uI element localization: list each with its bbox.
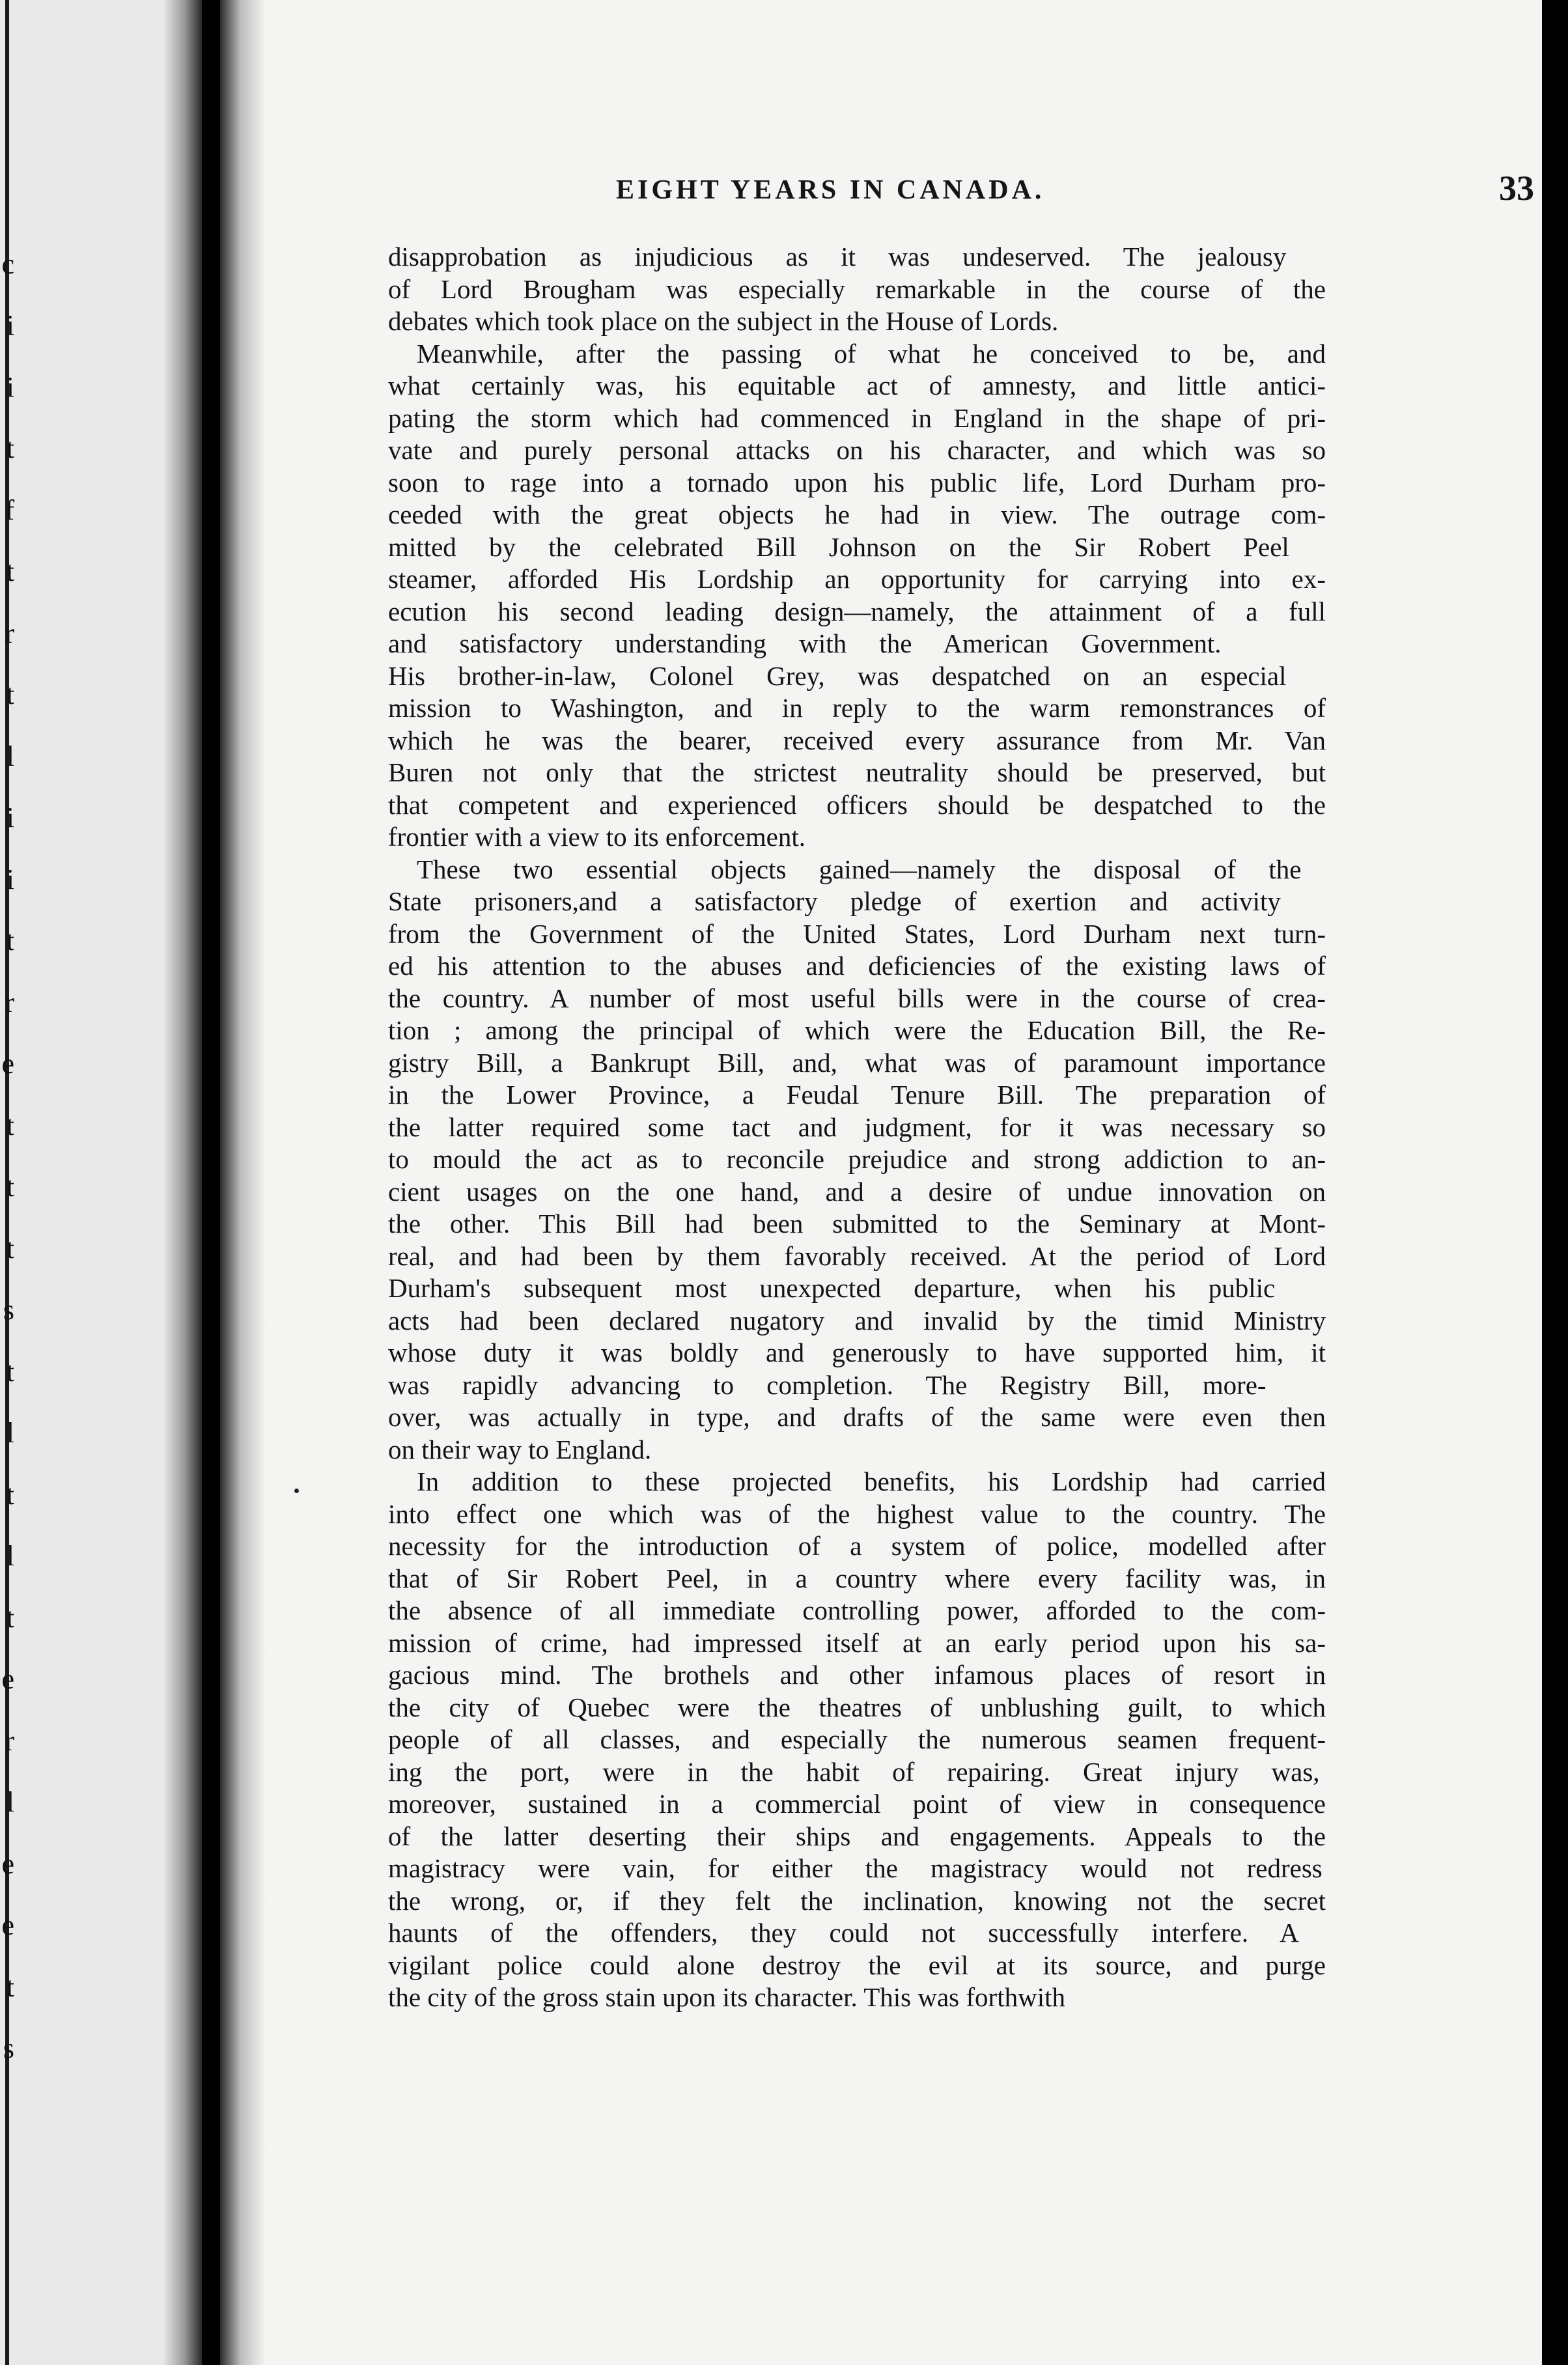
- text-line: to mould the act as to reconcile prejudice and strong addiction to an-: [388, 1144, 1326, 1174]
- body-text: [388, 241, 1326, 2014]
- text-line: the country. A number of most useful bills were in the course of crea-: [388, 983, 1326, 1013]
- text-line: gistry Bill, a Bankrupt Bill, and, what was of paramount importance: [388, 1047, 1326, 1078]
- gutter-shadow: [220, 0, 266, 2365]
- text-line: debates which took place on the subject in the House of Lords.: [388, 306, 1059, 336]
- margin-fragment: t: [6, 679, 14, 711]
- text-line: His brother-in-law, Colonel Grey, was despatched on an especial: [388, 660, 1287, 691]
- margin-fragment: e: [1, 1847, 14, 1880]
- margin-fragment: i: [6, 371, 14, 403]
- text-line: on their way to England.: [388, 1434, 652, 1464]
- page-number: 33: [1499, 169, 1534, 208]
- text-line: the absence of all immediate controlling power, afforded to the com-: [388, 1595, 1326, 1625]
- text-line: ed his attention to the abuses and deficiencies of the existing laws of: [388, 951, 1326, 981]
- text-line: people of all classes, and especially the numerous seamen frequent-: [388, 1724, 1326, 1754]
- margin-fragment: i: [6, 802, 14, 834]
- text-line: from the Government of the United States, Lord Durham next turn-: [388, 918, 1326, 949]
- margin-fragment: s: [3, 2032, 14, 2064]
- margin-fragment: t: [6, 1171, 14, 1203]
- margin-fragment: r: [5, 617, 14, 649]
- margin-fragment: e: [1, 1663, 14, 1696]
- text-line: gacious mind. The brothels and other infamous places of resort in: [388, 1660, 1326, 1690]
- text-line: Durham's subsequent most unexpected departure, when his public: [388, 1273, 1276, 1303]
- margin-fragment: r: [5, 986, 14, 1018]
- text-line: acts had been declared nugatory and invalid by the timid Ministry: [388, 1305, 1326, 1336]
- text-line: In addition to these projected benefits, his Lordship had carried: [417, 1466, 1326, 1496]
- margin-fragment: s: [3, 1294, 14, 1326]
- margin-fragment: i: [6, 309, 14, 342]
- text-line: over, was actually in type, and drafts of the same were even then: [388, 1402, 1326, 1432]
- margin-fragment: t: [6, 1109, 14, 1141]
- margin-fragment: l: [6, 1417, 14, 1449]
- right-page-edge: [1542, 0, 1568, 2365]
- text-line: ecution his second leading design—namely, the attainment of a full: [388, 596, 1326, 626]
- text-line: the city of the gross stain upon its character. This was forthwith: [388, 1982, 1065, 2012]
- margin-fragment: e: [1, 1909, 14, 1942]
- text-line: that of Sir Robert Peel, in a country where every facility was, in: [388, 1563, 1326, 1593]
- margin-fragment: t: [6, 1478, 14, 1511]
- text-line: into effect one which was of the highest value to the country. The: [388, 1498, 1326, 1529]
- text-line: vate and purely personal attacks on his character, and which was so: [388, 435, 1326, 465]
- margin-fragment: f: [5, 494, 14, 526]
- text-line: the city of Quebec were the theatres of unblushing guilt, to which: [388, 1692, 1326, 1722]
- margin-fragment: t: [6, 925, 14, 957]
- text-line: moreover, sustained in a commercial point of view in consequence: [388, 1789, 1326, 1819]
- text-line: in the Lower Province, a Feudal Tenure Bill. The preparation of: [388, 1080, 1326, 1110]
- text-line: mission of crime, had impressed itself at an early period upon his sa-: [388, 1627, 1326, 1658]
- margin-fragment: l: [6, 740, 14, 772]
- margin-fragment: r: [5, 1724, 14, 1757]
- left-page-fragment: [0, 0, 202, 2365]
- text-line: steamer, afforded His Lordship an opportunity for carrying into ex-: [388, 564, 1326, 594]
- text-line: necessity for the introduction of a system of police, modelled after: [388, 1531, 1326, 1561]
- text-line: real, and had been by them favorably received. At the period of Lord: [388, 1240, 1326, 1271]
- text-line: These two essential objects gained—namely the disposal of the: [417, 854, 1302, 884]
- text-line: frontier with a view to its enforcement.: [388, 822, 805, 852]
- text-line: of the latter deserting their ships and engagements. Appeals to the: [388, 1821, 1326, 1851]
- text-line: of Lord Brougham was especially remarkable in the course of the: [388, 273, 1326, 304]
- text-line: soon to rage into a tornado upon his public life, Lord Durham pro-: [388, 467, 1326, 497]
- text-line: that competent and experienced officers should be despatched to the: [388, 789, 1326, 820]
- text-line: the other. This Bill had been submitted to the Seminary at Mont-: [388, 1209, 1326, 1238]
- margin-fragment: t: [6, 1970, 14, 2003]
- margin-fragment: t: [6, 432, 14, 465]
- margin-fragment: t: [6, 555, 14, 588]
- text-line: mission to Washington, and in reply to the warm remonstrances of: [388, 693, 1326, 723]
- text-line: magistracy were vain, for either the magistracy would not redress: [388, 1853, 1323, 1883]
- text-line: ing the port, were in the habit of repairing. Great injury was,: [388, 1756, 1320, 1787]
- text-line: Meanwhile, after the passing of what he conceived to be, and: [417, 338, 1326, 369]
- right-page: [220, 0, 1542, 2365]
- text-line: what certainly was, his equitable act of amnesty, and little antici-: [388, 371, 1326, 400]
- text-line: Buren not only that the strictest neutrality should be preserved, but: [388, 757, 1326, 787]
- margin-fragment: e: [1, 1048, 14, 1080]
- margin-fragment: i: [6, 863, 14, 895]
- ink-speck: [294, 1489, 299, 1493]
- text-line: tion ; among the principal of which were the Education Bill, the Re-: [388, 1015, 1326, 1045]
- text-line: vigilant police could alone destroy the evil at its source, and purge: [388, 1950, 1326, 1980]
- margin-fragment: c: [1, 248, 14, 280]
- text-line: disapprobation as injudicious as it was undeserved. The jealousy: [388, 242, 1287, 272]
- margin-fragment: t: [6, 1355, 14, 1388]
- text-line: and satisfactory understanding with the American Government.: [388, 628, 1222, 658]
- margin-fragment: l: [6, 1540, 14, 1573]
- running-head-title: EIGHT YEARS IN CANADA.: [616, 175, 1045, 205]
- text-line: mitted by the celebrated Bill Johnson on the Sir Robert Peel: [388, 531, 1289, 562]
- text-line: ceeded with the great objects he had in view. The outrage com-: [388, 499, 1326, 529]
- margin-fragment: l: [6, 1786, 14, 1819]
- text-line: the wrong, or, if they felt the inclination, knowing not the secret: [388, 1885, 1326, 1916]
- text-line: pating the storm which had commenced in England in the shape of pri-: [388, 402, 1326, 433]
- margin-fragment: t: [6, 1601, 14, 1634]
- margin-fragment: t: [6, 1232, 14, 1265]
- text-line: the latter required some tact and judgment, for it was necessary so: [388, 1112, 1326, 1142]
- text-line: was rapidly advancing to completion. The Registry Bill, more-: [388, 1369, 1267, 1400]
- running-head: [388, 169, 1534, 220]
- text-line: whose duty it was boldly and generously to have supported him, it: [388, 1337, 1326, 1367]
- text-line: State prisoners,and a satisfactory pledge of exertion and activity: [388, 886, 1281, 916]
- text-line: which he was the bearer, received every assurance from Mr. Van: [388, 725, 1326, 755]
- text-line: haunts of the offenders, they could not successfully interfere. A: [388, 1918, 1299, 1948]
- text-line: cient usages on the one hand, and a desire of undue innovation on: [388, 1176, 1326, 1207]
- left-fold-shadow: [163, 0, 202, 2365]
